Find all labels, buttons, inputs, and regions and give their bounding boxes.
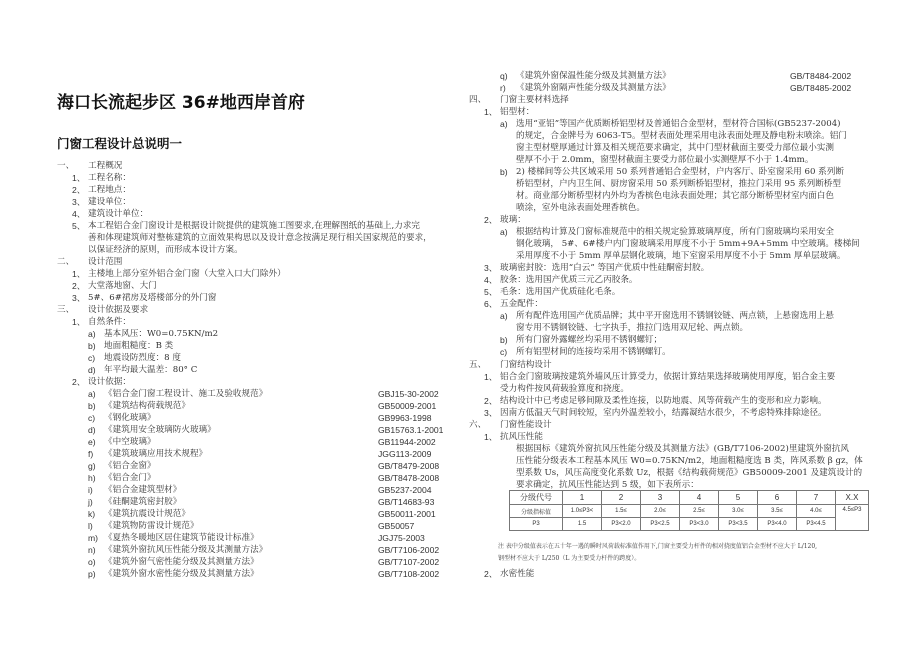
standard-name: 《建筑外窗水密性能分级及其测量方法》 bbox=[104, 569, 259, 579]
standard-name: 《建筑用安全玻璃防火玻璃》 bbox=[104, 425, 216, 435]
table-cell: 5 bbox=[719, 491, 758, 505]
item-text: 玻璃密封胶：选用“白云” 等国产优质中性硅酮密封胶。 bbox=[500, 263, 710, 273]
section-number: 四、 bbox=[469, 95, 487, 105]
item-text: 结构设计中已考虑足够间隙及柔性连接，以防地震、风等荷载产生的变形和应力影响。 bbox=[500, 396, 827, 406]
sub-key: i) bbox=[88, 485, 93, 495]
sub-text: 所有门窗外露螺丝均采用不锈钢螺钉； bbox=[516, 335, 663, 345]
table-header-row bbox=[510, 491, 869, 505]
para-line: 桥铝型材，户内卫生间、厨房窗采用 50 系列断桥铝型材，推拉门采用 95 系列断桥型 bbox=[516, 179, 841, 189]
document-subtitle: 门窗工程设计总说明一 bbox=[57, 136, 183, 151]
item-text: 工程地点： bbox=[88, 185, 131, 195]
item-number: 4、 bbox=[72, 209, 86, 219]
item-number: 3、 bbox=[72, 293, 86, 303]
item-number: 1、 bbox=[484, 372, 498, 382]
item-text-line: 善和体现建筑师对整栋建筑的立面效果构思以及设计意念按满足现行相关国家规范的要求， bbox=[88, 233, 432, 243]
section-number: 六、 bbox=[469, 420, 487, 430]
standard-name: 《建筑外窗气密性能分级及其测量方法》 bbox=[104, 557, 259, 567]
standard-code: GB/T7107-2002 bbox=[378, 557, 440, 567]
sub-key: c) bbox=[88, 413, 96, 423]
para-line: 窗主型材壁厚通过计算及相关规范要求确定，其中门型材截面主要受力部位最小实测 bbox=[516, 143, 834, 153]
standard-code: GB50009-2001 bbox=[378, 401, 437, 411]
section-number: 一、 bbox=[57, 161, 75, 171]
table-cell: P3<3.5 bbox=[719, 518, 758, 531]
sub-key: h) bbox=[88, 473, 96, 483]
standard-name: 《建筑抗震设计规范》 bbox=[104, 509, 190, 519]
standard-code: GB/T8479-2008 bbox=[378, 461, 440, 471]
section-number: 三、 bbox=[57, 305, 75, 315]
section-heading: 工程概况 bbox=[88, 161, 123, 171]
item-text: 抗风压性能 bbox=[500, 432, 543, 442]
para-line: 钢化玻璃， 5#、6#楼户内门窗玻璃采用厚度不小于 5mm+9A+5mm 中空玻璃。楼梯间 bbox=[516, 239, 860, 249]
standard-code: GB50057 bbox=[378, 521, 415, 531]
standard-name: 《铝合金门》 bbox=[104, 473, 156, 483]
sub-text: 地面粗糙度：B 类 bbox=[104, 341, 174, 351]
sub-key: j) bbox=[88, 497, 93, 507]
item-number: 1、 bbox=[484, 107, 498, 117]
sub-key: c) bbox=[88, 353, 96, 363]
standard-name: 《建筑外窗隔声性能分级及其测量方法》 bbox=[516, 83, 671, 93]
table-cell: 2 bbox=[602, 491, 641, 505]
table-cell: 6 bbox=[758, 491, 797, 505]
item-text: 建设单位： bbox=[88, 197, 131, 207]
item-number: 2、 bbox=[72, 185, 86, 195]
standard-code: GB5237-2004 bbox=[378, 485, 432, 495]
para-line: 受力构件按风荷载验算度和挠度。 bbox=[500, 384, 629, 394]
sub-key: b) bbox=[88, 341, 96, 351]
item-number: 1、 bbox=[72, 269, 86, 279]
item-number: 5、 bbox=[484, 287, 498, 297]
para-line: 的规定，合金牌号为 6063-T5。型材表面处理采用电泳表面处理及静电粉末喷涂。铝门 bbox=[516, 131, 847, 141]
table-cell: 2.5≤ bbox=[680, 505, 719, 518]
table-cell: 7 bbox=[797, 491, 836, 505]
item-text: 五金配件： bbox=[500, 299, 543, 309]
para-line: 喷涂，室外电泳表面处理香槟色。 bbox=[516, 203, 645, 213]
sub-key: a) bbox=[500, 227, 508, 237]
table-cell: P3<4.0 bbox=[758, 518, 797, 531]
item-number: 2、 bbox=[72, 281, 86, 291]
para-line: 根据国标《建筑外窗抗风压性能分级及其测量方法》(GB/T7106-2002)里建筑外窗抗风 bbox=[516, 444, 849, 454]
sub-key: f) bbox=[88, 449, 94, 459]
standard-code: GB/T8485-2002 bbox=[790, 83, 852, 93]
table-cell: P3 bbox=[510, 518, 563, 531]
standard-name: 《铝合金窗》 bbox=[104, 461, 156, 471]
item-text: 水密性能 bbox=[500, 569, 535, 579]
standard-name: 《硅酮建筑密封胶》 bbox=[104, 497, 182, 507]
item-number: 5、 bbox=[72, 221, 86, 231]
table-cell: 分级指标值 bbox=[510, 505, 563, 518]
table-cell: 2.0≤ bbox=[641, 505, 680, 518]
item-number: 2、 bbox=[484, 569, 498, 579]
item-number: 3、 bbox=[484, 263, 498, 273]
table-note-line: 钢型材不应大于 L/250（L 为主要受力杆件的跨度）。 bbox=[498, 555, 641, 562]
item-text: 因南方低温天气时间较短，室内外温差较小，结露凝结水很少，不考虑特殊排除途径。 bbox=[500, 408, 827, 418]
sub-text: 地震设防烈度：8 度 bbox=[104, 353, 181, 363]
sub-key: a) bbox=[88, 329, 96, 339]
item-number: 1、 bbox=[72, 173, 86, 183]
standard-code: GB11944-2002 bbox=[378, 437, 436, 447]
para-line: 所有配件选用国产优质品牌；其中平开窗选用不锈钢铰链、两点锁，上悬窗选用上悬 bbox=[516, 311, 834, 321]
item-text: 主楼地上部分室外铝合金门窗（大堂入口大门除外） bbox=[88, 269, 286, 279]
sub-key: k) bbox=[88, 509, 96, 519]
para-line: 2) 楼梯间等公共区域采用 50 系列普通铝合金型材，户内客厅、卧室窗采用 60 系列断 bbox=[516, 167, 844, 177]
sub-key: g) bbox=[88, 461, 96, 471]
sub-key: b) bbox=[88, 401, 96, 411]
sub-key: a) bbox=[500, 311, 508, 321]
sub-key: r) bbox=[500, 83, 506, 93]
table-cell: 3.5≤ bbox=[758, 505, 797, 518]
section-heading: 门窗结构设计 bbox=[500, 360, 552, 370]
standard-code: GB/T7108-2002 bbox=[378, 569, 440, 579]
sub-key: q) bbox=[500, 71, 508, 81]
item-number: 2、 bbox=[484, 215, 498, 225]
standard-code: GB9963-1998 bbox=[378, 413, 432, 423]
item-text: 设计依据： bbox=[88, 377, 131, 387]
document-title: 海口长流起步区 36#地西岸首府 bbox=[57, 93, 305, 113]
item-number: 3、 bbox=[484, 408, 498, 418]
section-heading: 门窗主要材料选择 bbox=[500, 95, 569, 105]
table-row bbox=[510, 518, 869, 531]
standard-name: 《中空玻璃》 bbox=[104, 437, 156, 447]
section-heading: 门窗性能设计 bbox=[500, 420, 552, 430]
standard-code: GB/T8478-2008 bbox=[378, 473, 440, 483]
table-cell: 1.5≤ bbox=[602, 505, 641, 518]
standard-name: 《建筑物防雷设计规范》 bbox=[104, 521, 199, 531]
section-heading: 设计范围 bbox=[88, 257, 123, 267]
table-cell: 1 bbox=[563, 491, 602, 505]
standard-code: GB/T7106-2002 bbox=[378, 545, 440, 555]
para-line: 选用“亚铝”等国产优质断桥铝型材及普通铝合金型材，型材符合国标(GB5237-2004) bbox=[516, 119, 841, 129]
para-line: 根据结构计算及门窗标准规范中的相关规定验算玻璃厚度，所有门窗玻璃均采用安全 bbox=[516, 227, 834, 237]
section-number: 二、 bbox=[57, 257, 75, 267]
sub-key: a) bbox=[500, 119, 508, 129]
standard-name: 《铝合金门窗工程设计、施工及验收规范》 bbox=[104, 389, 268, 399]
item-text: 玻璃： bbox=[500, 215, 526, 225]
item-text: 铝型材： bbox=[500, 107, 535, 117]
item-text: 工程名称： bbox=[88, 173, 131, 183]
sub-key: o) bbox=[88, 557, 96, 567]
standard-name: 《建筑外窗保温性能分级及其测量方法》 bbox=[516, 71, 671, 81]
table-cell: P3<2.0 bbox=[602, 518, 641, 531]
standard-name: 《建筑玻璃应用技术规程》 bbox=[104, 449, 208, 459]
sub-key: b) bbox=[500, 335, 508, 345]
standard-code: GB/T14683-93 bbox=[378, 497, 435, 507]
item-number: 4、 bbox=[484, 275, 498, 285]
para-line: 壁厚不小于 2.0mm，窗型材截面主要受力部位最小实测壁厚不小于 1.4mm。 bbox=[516, 155, 814, 165]
section-number: 五、 bbox=[469, 360, 487, 370]
item-number: 2、 bbox=[484, 396, 498, 406]
sub-key: n) bbox=[88, 545, 96, 555]
item-number: 1、 bbox=[72, 317, 86, 327]
standard-name: 《夏热冬暖地区居住建筑节能设计标准》 bbox=[104, 533, 259, 543]
sub-key: b) bbox=[500, 167, 508, 177]
standard-code: JGJ75-2003 bbox=[378, 533, 425, 543]
item-text: 5#、6#裙房及塔楼部分的外门窗 bbox=[88, 293, 217, 303]
table-row bbox=[510, 505, 869, 518]
table-cell: 分级代号 bbox=[510, 491, 563, 505]
wind-pressure-grade-table bbox=[509, 490, 869, 531]
sub-key: c) bbox=[500, 347, 508, 357]
item-number: 3、 bbox=[72, 197, 86, 207]
table-cell: 3 bbox=[641, 491, 680, 505]
standard-code: GB/T8484-2002 bbox=[790, 71, 852, 81]
table-cell: X.X bbox=[836, 491, 869, 505]
para-line: 铝合金门窗玻璃按建筑外墙风压计算受力，依据计算结果选择玻璃使用厚度，铝合金主要 bbox=[500, 372, 836, 382]
standard-code: GB15763.1-2001 bbox=[378, 425, 444, 435]
table-cell: P3<3.0 bbox=[680, 518, 719, 531]
standard-code: GB50011-2001 bbox=[378, 509, 436, 519]
item-text: 大堂落地窗、大门 bbox=[88, 281, 157, 291]
sub-key: m) bbox=[88, 533, 99, 543]
para-line: 材。商业部分断桥型材内外均为香槟色电泳表面处理；其它部分断桥型材室内面白色 bbox=[516, 191, 834, 201]
item-text: 毛条：选用国产优质硅化毛条。 bbox=[500, 287, 621, 297]
para-line: 窗专用不锈钢铰链、七字执手，推拉门选用双尼轮、两点锁。 bbox=[516, 323, 749, 333]
sub-key: p) bbox=[88, 569, 96, 579]
standard-code: JGG113-2009 bbox=[378, 449, 432, 459]
sub-key: d) bbox=[88, 425, 96, 435]
sub-key: e) bbox=[88, 437, 96, 447]
standard-code: GBJ15-30-2002 bbox=[378, 389, 439, 399]
sub-key: a) bbox=[88, 389, 96, 399]
standard-name: 《钢化玻璃》 bbox=[104, 413, 156, 423]
table-cell: P3<4.5 bbox=[797, 518, 836, 531]
sub-key: d) bbox=[88, 365, 96, 375]
sub-text: 年平均最大温差：80° C bbox=[104, 365, 198, 375]
sub-text: 所有铝型材间的连接均采用不锈钢螺钉。 bbox=[516, 347, 671, 357]
table-cell: P3<2.5 bbox=[641, 518, 680, 531]
standard-name: 《铝合金建筑型材》 bbox=[104, 485, 182, 495]
para-line: 压性能分级表本工程基本风压 W0=0.75KN/m2，地面粗糙度选 B 类，阵风系数 β gz，体 bbox=[516, 456, 863, 466]
para-line: 要求确定，抗风压性能达到 5 级，如下表所示： bbox=[516, 480, 699, 490]
item-text-line: 本工程铝合金门窗设计是根据设计院提供的建筑施工图要求,在理解图纸的基础上,力求完 bbox=[88, 221, 421, 231]
item-number: 6、 bbox=[484, 299, 498, 309]
item-number: 1、 bbox=[484, 432, 498, 442]
table-cell: 4 bbox=[680, 491, 719, 505]
table-cell: 4.5≤P3 bbox=[836, 505, 869, 531]
section-heading: 设计依据及要求 bbox=[88, 305, 149, 315]
standard-name: 《建筑结构荷载规范》 bbox=[104, 401, 190, 411]
table-note-line: 注 表中分级值表示在五十年一遇的瞬时风荷载标准值作用下,门窗主要受力杆件的相对挠度值铝合金型材不应大于 L/120, bbox=[498, 543, 818, 550]
item-text: 建筑设计单位： bbox=[88, 209, 149, 219]
item-number: 2、 bbox=[72, 377, 86, 387]
item-text: 胶条：选用国产优质三元乙丙胶条。 bbox=[500, 275, 638, 285]
table-cell: 3.0≤ bbox=[719, 505, 758, 518]
table-cell: 1.5 bbox=[563, 518, 602, 531]
sub-text: 基本风压：W0=0.75KN/m2 bbox=[104, 329, 219, 339]
para-line: 采用厚度不小于 5mm 厚单层钢化玻璃，地下室窗采用厚度不小于 5mm 厚单层玻璃。 bbox=[516, 251, 846, 261]
para-line: 型系数 Us，风压高度变化系数 Uz，根据《结构载荷规范》GB50009-2001 及建筑设计的 bbox=[516, 468, 863, 478]
item-text-line: 以保证经济的原则，而形成本设计方案。 bbox=[88, 245, 243, 255]
standard-name: 《建筑外窗抗风压性能分级及其测量方法》 bbox=[104, 545, 268, 555]
table-cell: 4.0≤ bbox=[797, 505, 836, 518]
table-cell: 1.0≤P3< bbox=[563, 505, 602, 518]
sub-key: l) bbox=[88, 521, 93, 531]
item-text: 自然条件： bbox=[88, 317, 131, 327]
